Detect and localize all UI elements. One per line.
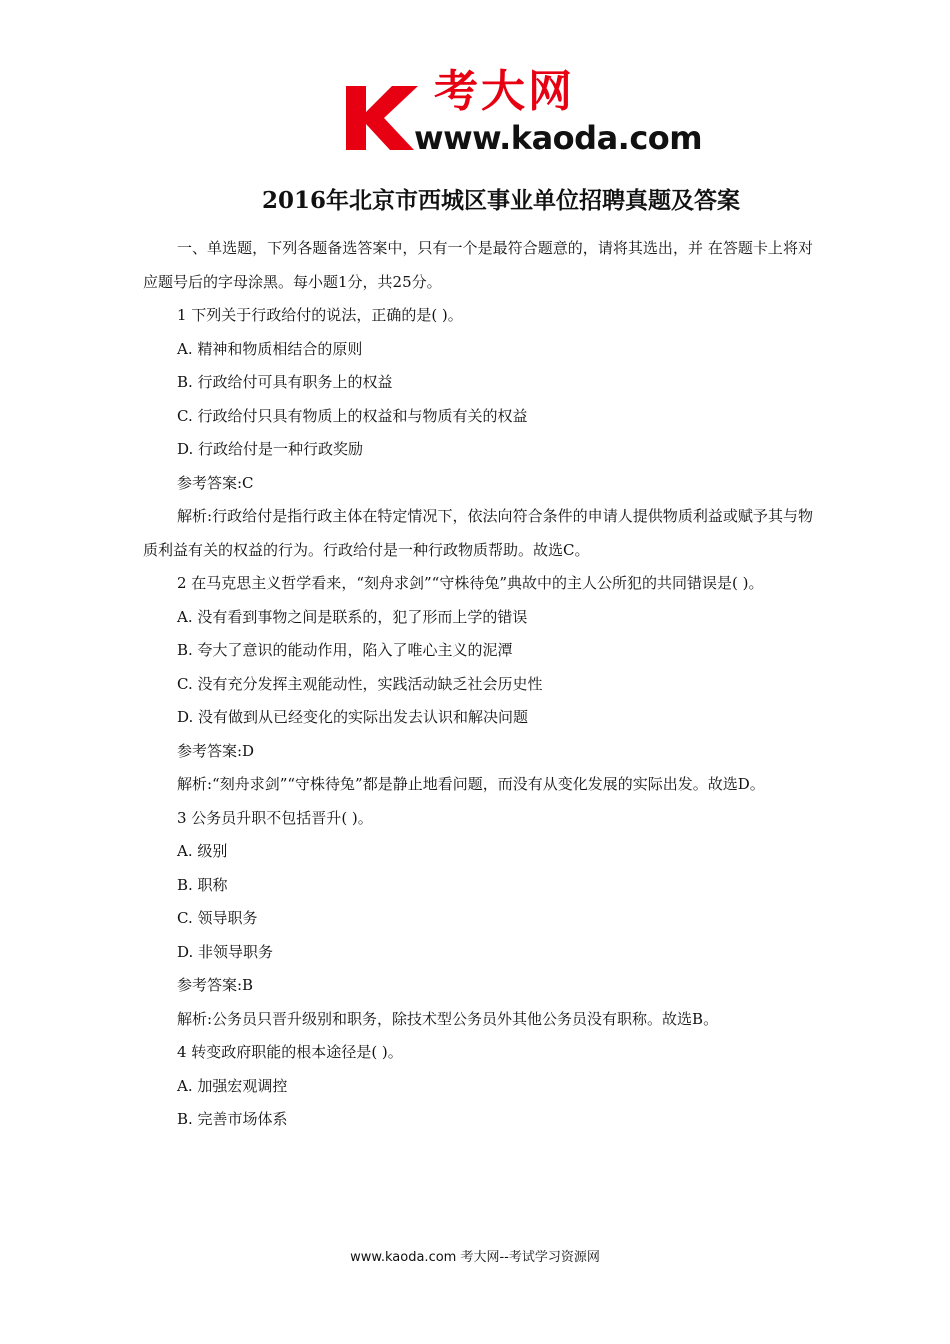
- analysis: 解析:“刻舟求剑”“守株待兔”都是静止地看问题，而没有从变化发展的实际出发。故选D。: [177, 775, 765, 793]
- question-stem: 2 在马克思主义哲学看来，“刻舟求剑”“守株待兔”典故中的主人公所犯的共同错误是( )。: [177, 574, 764, 592]
- option: B. 夸大了意识的能动作用，陷入了唯心主义的泥潭: [177, 641, 513, 659]
- page-title: 2016年北京市西城区事业单位招聘真题及答案: [261, 187, 740, 214]
- option: D. 行政给付是一种行政奖励: [177, 440, 364, 458]
- logo-brand-text: 考大网: [434, 66, 575, 117]
- question-stem: 1 下列关于行政给付的说法，正确的是( )。: [177, 306, 463, 324]
- option: A. 精神和物质相结合的原则: [177, 339, 363, 358]
- document-body: [143, 232, 813, 1137]
- option: C. 领导职务: [177, 909, 258, 927]
- option: B. 职称: [177, 875, 228, 894]
- option: C. 没有充分发挥主观能动性，实践活动缺乏社会历史性: [177, 674, 543, 693]
- option: D. 没有做到从已经变化的实际出发去认识和解决问题: [177, 708, 529, 726]
- option: B. 行政给付可具有职务上的权益: [177, 373, 393, 391]
- option: C. 行政给付只具有物质上的权益和与物质有关的权益: [177, 406, 528, 425]
- option: A. 没有看到事物之间是联系的，犯了形而上学的错误: [177, 607, 528, 626]
- question-stem: 4 转变政府职能的根本途径是( )。: [177, 1043, 403, 1061]
- page-footer: www.kaoda.com 考大网--考试学习资源网: [350, 1250, 600, 1265]
- logo-url-text: www.kaoda.com: [414, 119, 703, 157]
- option: A. 级别: [177, 842, 228, 860]
- kaoda-logo: [336, 66, 703, 160]
- option: B. 完善市场体系: [177, 1110, 288, 1128]
- option: A. 加强宏观调控: [177, 1076, 288, 1095]
- answer: 参考答案:C: [177, 473, 254, 492]
- option: D. 非领导职务: [177, 942, 274, 961]
- answer: 参考答案:B: [177, 976, 254, 994]
- section-intro: 一、单选题，下列各题备选答案中，只有一个是最符合题意的，请将其选出，并 在答题卡上将对应题号后的字母涂黑。每小题1分，共25分。: [143, 239, 813, 291]
- analysis: 解析:行政给付是指行政主体在特定情况下，依法向符合条件的申请人提供物质利益或赋予其与物质利益有关的权益的行为。行政给付是一种行政物质帮助。故选C。: [143, 507, 813, 559]
- analysis: 解析:公务员只晋升级别和职务，除技术型公务员外其他公务员没有职称。故选B。: [177, 1009, 719, 1028]
- answer: 参考答案:D: [177, 741, 255, 760]
- question-stem: 3 公务员升职不包括晋升( )。: [177, 808, 373, 827]
